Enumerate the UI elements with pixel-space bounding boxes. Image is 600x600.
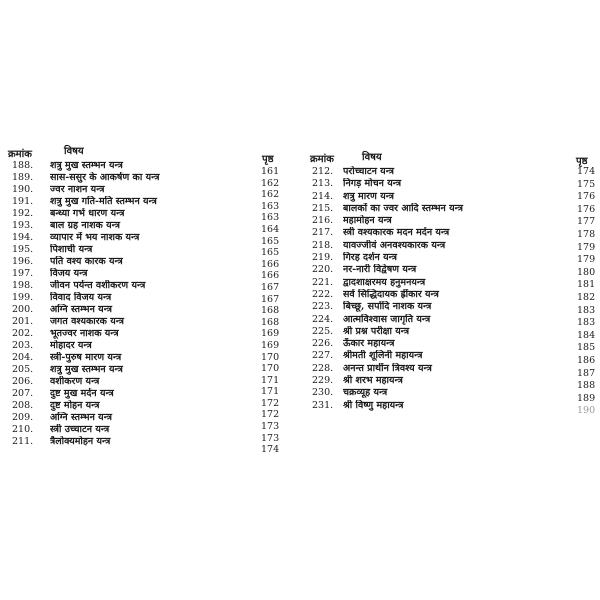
- entry-title: सास-ससुर के आकर्षण का यन्त्र: [50, 172, 160, 183]
- entry-serial-number: 191.: [12, 196, 34, 207]
- entry-title: निगड़ मोचन यन्त्र: [343, 178, 402, 190]
- entry-title: महामोहन यन्त्र: [343, 215, 392, 227]
- list-item: [312, 227, 570, 239]
- entry-title: विजय यन्त्र: [50, 268, 88, 279]
- entry-title: जीवन पर्यन्त वशीकरण यन्त्र: [50, 280, 146, 291]
- entry-title: दुष्ट मुख मर्दन यन्त्र: [50, 388, 114, 399]
- entry-serial-number: 192.: [12, 208, 34, 219]
- page-number: 189: [577, 392, 596, 404]
- entry-serial-number: 198.: [12, 280, 34, 291]
- page-number: 177: [577, 216, 596, 228]
- list-item: [312, 375, 570, 387]
- entry-serial-number: 205.: [12, 364, 34, 375]
- list-item: [312, 326, 570, 338]
- list-item: [312, 363, 570, 375]
- list-item: [312, 289, 570, 301]
- entry-title: अग्नि स्तम्भन यन्त्र: [50, 412, 113, 423]
- entry-serial-number: 218.: [312, 239, 334, 251]
- left-page-number-list: [261, 166, 285, 456]
- page-number: 167: [261, 293, 280, 305]
- page-number: 162: [261, 177, 280, 189]
- list-item: [12, 412, 258, 424]
- page-number: 161: [261, 166, 280, 177]
- page-number: 179: [577, 241, 596, 253]
- entry-serial-number: 193.: [12, 220, 34, 231]
- list-item: [312, 191, 570, 203]
- list-item: [312, 252, 570, 264]
- entry-serial-number: 223.: [312, 301, 334, 313]
- list-item: [312, 240, 570, 252]
- list-item: [312, 215, 570, 227]
- entry-title: जगत वश्यकारक यन्त्र: [50, 316, 125, 327]
- list-item: [312, 166, 570, 178]
- entry-serial-number: 209.: [12, 412, 34, 423]
- entry-serial-number: 231.: [312, 399, 334, 411]
- entry-serial-number: 194.: [12, 232, 34, 243]
- list-item: [12, 232, 258, 244]
- list-item: [312, 178, 570, 190]
- page-number: 166: [261, 258, 280, 270]
- list-item: [12, 304, 258, 316]
- entry-serial-number: 214.: [312, 190, 334, 202]
- entry-title: बिच्छू, सर्पादि नाशक यन्त्र: [343, 301, 432, 313]
- list-item: [312, 400, 570, 412]
- page-number: 183: [577, 317, 596, 329]
- entry-title: चक्रव्यूह यन्त्र: [343, 387, 388, 399]
- entry-title: द्वादशाक्षरमय हनुमनयन्त्र: [343, 276, 426, 288]
- page-number: 188: [577, 380, 596, 392]
- list-item: [312, 387, 570, 399]
- entry-serial-number: 224.: [312, 313, 334, 325]
- entry-title: परोच्चाटन यन्त्र: [343, 166, 395, 177]
- page-number: 171: [261, 386, 280, 398]
- entry-serial-number: 189.: [12, 172, 34, 183]
- entry-title: ऊँकार महायन्त्र: [343, 338, 395, 350]
- page-number: 174: [261, 444, 280, 456]
- entry-title: श्री शरभ महायन्त्र: [343, 375, 403, 387]
- page-number: 176: [577, 191, 596, 203]
- page-number: 183: [577, 304, 596, 316]
- entry-title: बालकों का ज्वर आदि स्तम्भन यन्त्र: [343, 202, 463, 214]
- list-item: [12, 280, 258, 292]
- entry-title: सर्व सिद्धिदायक ह्रींकार यन्त्र: [343, 288, 439, 300]
- list-item: [12, 316, 258, 328]
- page-number: 166: [261, 270, 280, 282]
- page-number: 170: [261, 363, 280, 375]
- entry-serial-number: 190.: [12, 184, 34, 195]
- entry-serial-number: 210.: [12, 424, 34, 435]
- right-page-header: पृष्ठ: [576, 156, 588, 167]
- list-item: [12, 292, 258, 304]
- list-item: [312, 264, 570, 276]
- page-number: 165: [261, 247, 280, 259]
- entry-title: श्री विष्णु महायन्त्र: [343, 399, 404, 411]
- list-item: [12, 340, 258, 352]
- entry-title: गिरह दर्शन यन्त्र: [343, 252, 397, 264]
- list-item: [312, 314, 570, 326]
- page-number: 182: [577, 291, 596, 303]
- entry-title: आत्मविश्वास जागृति यन्त्र: [343, 313, 431, 325]
- entry-serial-number: 197.: [12, 268, 34, 279]
- page-number: 163: [261, 200, 280, 212]
- left-entry-list: [12, 160, 258, 448]
- list-item: [312, 338, 570, 350]
- entry-title: स्त्री उच्चाटन यन्त्र: [50, 424, 110, 435]
- entry-title: दुष्ट मोहन यन्त्र: [50, 400, 100, 411]
- entry-serial-number: 228.: [312, 362, 334, 374]
- list-item: [312, 277, 570, 289]
- entry-serial-number: 211.: [12, 436, 34, 447]
- entry-title: व्यापार में भय नाशक यन्त्र: [50, 232, 140, 243]
- entry-title: विवाद विजय यन्त्र: [50, 292, 112, 303]
- page-number: 172: [261, 409, 280, 421]
- list-item: [312, 350, 570, 362]
- page-number: 184: [577, 329, 596, 341]
- page-number: 174: [577, 166, 596, 177]
- left-page-header: पृष्ठ: [262, 154, 274, 165]
- entry-serial-number: 215.: [312, 202, 334, 214]
- right-entry-list: [312, 166, 570, 412]
- left-subject-header: विषय: [64, 146, 84, 157]
- entry-serial-number: 217.: [312, 227, 334, 239]
- right-page-number-list: [577, 166, 599, 418]
- entry-title: यावज्जीवं अनवश्यकारक यन्त्र: [343, 239, 446, 251]
- list-item: [12, 352, 258, 364]
- entry-serial-number: 199.: [12, 292, 34, 303]
- page-number: 170: [261, 351, 280, 363]
- list-item: [312, 203, 570, 215]
- page-number: 163: [261, 212, 280, 224]
- list-item: [12, 400, 258, 412]
- entry-title: स्त्री वश्यकारक मदन मर्दन यन्त्र: [343, 227, 450, 239]
- entry-serial-number: 220.: [312, 264, 334, 276]
- list-item: [12, 256, 258, 268]
- entry-serial-number: 213.: [312, 178, 334, 190]
- entry-serial-number: 208.: [12, 400, 34, 411]
- page-number: 164: [261, 223, 280, 235]
- list-item: [12, 424, 258, 436]
- entry-serial-number: 202.: [12, 328, 34, 339]
- page-number: 176: [577, 203, 596, 215]
- entry-serial-number: 230.: [312, 387, 334, 399]
- entry-serial-number: 229.: [312, 375, 334, 387]
- entry-title: मोहादर यन्त्र: [50, 340, 92, 351]
- entry-serial-number: 203.: [12, 340, 34, 351]
- list-item: [12, 160, 258, 172]
- entry-title: भूतज्वर नाशक यन्त्र: [50, 328, 119, 339]
- entry-serial-number: 207.: [12, 388, 34, 399]
- list-item: [12, 388, 258, 400]
- list-item: [12, 364, 258, 376]
- entry-serial-number: 226.: [312, 338, 334, 350]
- page-number: 173: [261, 432, 280, 444]
- entry-title: स्त्री-पुरुष मारण यन्त्र: [50, 352, 122, 363]
- page-number: 180: [577, 266, 596, 278]
- page-number: 168: [261, 316, 280, 328]
- entry-serial-number: 222.: [312, 288, 334, 300]
- entry-title: शत्रु मारण यन्त्र: [343, 190, 395, 202]
- entry-serial-number: 219.: [312, 252, 334, 264]
- entry-title: पिशाची यन्त्र: [50, 244, 93, 255]
- entry-title: श्रीमती शूलिनी महायन्त्र: [343, 350, 423, 362]
- entry-serial-number: 225.: [312, 325, 334, 337]
- page-number: 173: [261, 421, 280, 433]
- entry-title: पति वश्य कारक यन्त्र: [50, 256, 123, 267]
- entry-serial-number: 195.: [12, 244, 34, 255]
- entry-serial-number: 188.: [12, 160, 34, 171]
- entry-serial-number: 206.: [12, 376, 34, 387]
- right-subject-header: विषय: [362, 152, 382, 163]
- entry-title: त्रैलोक्यमोहन यन्त्र: [50, 436, 111, 447]
- page-number: 169: [261, 339, 280, 351]
- list-item: [12, 220, 258, 232]
- list-item: [12, 376, 258, 388]
- page-number: 190: [577, 405, 596, 417]
- page-number: 169: [261, 328, 280, 340]
- list-item: [12, 244, 258, 256]
- entry-title: शत्रु मुख स्तम्भन यन्त्र: [50, 364, 123, 375]
- left-serial-header: क्रमांक: [8, 149, 32, 160]
- list-item: [12, 328, 258, 340]
- page-number: 178: [577, 228, 596, 240]
- entry-title: नर-नारी विद्वेषण यन्त्र: [343, 264, 417, 276]
- entry-serial-number: 216.: [312, 215, 334, 227]
- page-number: 185: [577, 342, 596, 354]
- page-number: 186: [577, 354, 596, 366]
- page-number: 175: [577, 178, 596, 190]
- page-number: 168: [261, 305, 280, 317]
- page-number: 167: [261, 281, 280, 293]
- page-number: 162: [261, 189, 280, 201]
- entry-serial-number: 200.: [12, 304, 34, 315]
- page-number: 181: [577, 279, 596, 291]
- entry-serial-number: 196.: [12, 256, 34, 267]
- page-number: 187: [577, 367, 596, 379]
- entry-serial-number: 221.: [312, 276, 334, 288]
- list-item: [12, 172, 258, 184]
- page-number: 179: [577, 254, 596, 266]
- entry-title: शत्रु मुख गति-मति स्तम्भन यन्त्र: [50, 196, 157, 207]
- page-number: 165: [261, 235, 280, 247]
- entry-title: बन्ध्या गर्भ धारण यन्त्र: [50, 208, 125, 219]
- entry-serial-number: 204.: [12, 352, 34, 363]
- entry-title: बाल ग्रह नाशक यन्त्र: [50, 220, 120, 231]
- list-item: [312, 301, 570, 313]
- entry-title: श्री प्रश्न परीक्षा यन्त्र: [343, 325, 410, 337]
- entry-serial-number: 201.: [12, 316, 34, 327]
- entry-serial-number: 227.: [312, 350, 334, 362]
- list-item: [12, 208, 258, 220]
- list-item: [12, 184, 258, 196]
- list-item: [12, 268, 258, 280]
- list-item: [12, 196, 258, 208]
- page-number: 171: [261, 374, 280, 386]
- entry-title: ज्वर नाशन यन्त्र: [50, 184, 105, 195]
- entry-title: शत्रु मुख स्तम्भन यन्त्र: [50, 160, 123, 171]
- entry-serial-number: 212.: [312, 166, 334, 177]
- entry-title: अग्नि स्तम्भन यन्त्र: [50, 304, 113, 315]
- page-number: 172: [261, 397, 280, 409]
- list-item: [12, 436, 258, 448]
- right-serial-header: क्रमांक: [310, 154, 334, 165]
- entry-title: अनन्त प्रार्थीन त्रिवश्य यन्त्र: [343, 362, 432, 374]
- entry-title: वशीकरण यन्त्र: [50, 376, 100, 387]
